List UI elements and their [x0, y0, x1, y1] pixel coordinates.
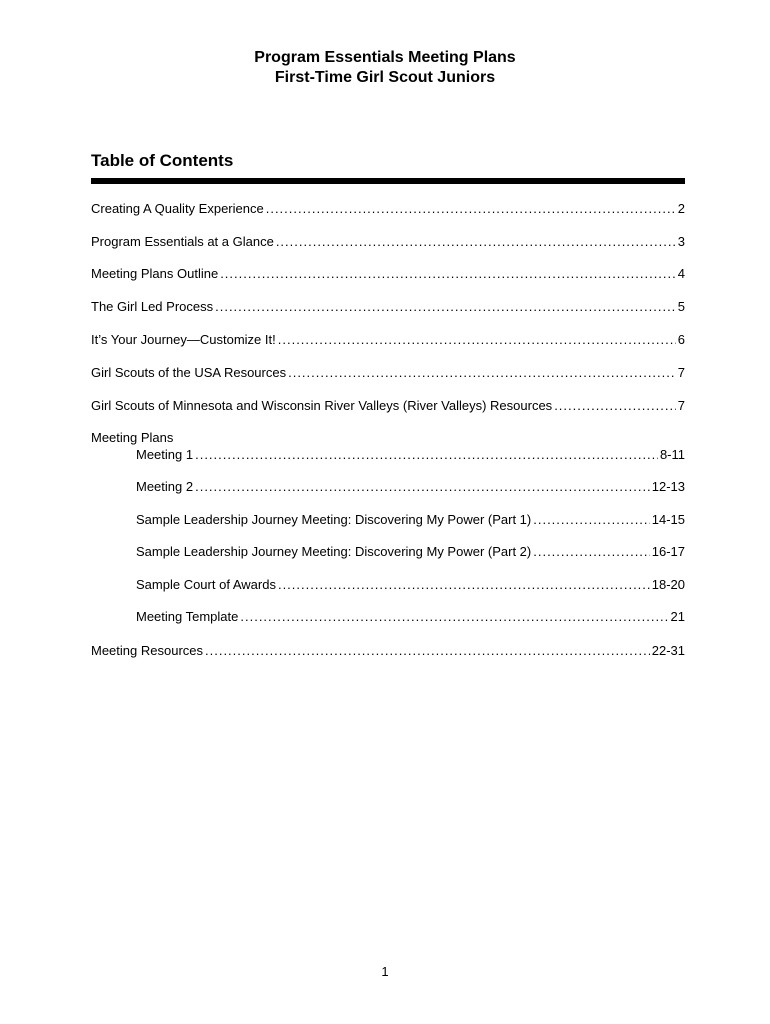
toc-leader-dots: [195, 446, 658, 464]
document-title: Program Essentials Meeting Plans: [254, 49, 516, 66]
toc-leader-dots: [205, 642, 650, 660]
toc-leader-dots: [220, 265, 676, 283]
toc-entry: [91, 397, 685, 415]
toc-subentry: [136, 511, 685, 529]
toc-entry-page: 6: [677, 332, 685, 347]
toc-subentry-label: Meeting 1: [136, 447, 194, 462]
toc-entry-page: 3: [677, 234, 685, 249]
toc-entry-label: Girl Scouts of Minnesota and Wisconsin River Valleys (River Valleys) Resources: [91, 398, 553, 413]
toc-subentry: [136, 478, 685, 496]
toc-subentry-label: Meeting 2: [136, 479, 194, 494]
toc-subentry-label: Meeting Template: [136, 609, 239, 624]
toc-entry-label: Meeting Resources: [91, 643, 203, 658]
toc-subentry-page: 21: [670, 609, 685, 624]
toc-leader-dots: [276, 233, 676, 251]
toc-leader-dots: [278, 576, 650, 594]
toc-subentry-label: Sample Court of Awards: [136, 577, 276, 592]
toc-subentry-label: Sample Leadership Journey Meeting: Discovering My Power (Part 2): [136, 544, 532, 559]
toc-leader-dots: [288, 364, 676, 382]
toc-section-label-meeting-plans: Meeting Plans: [91, 430, 174, 445]
toc-leader-dots: [240, 608, 668, 626]
toc-leader-dots: [533, 511, 650, 529]
toc-subentry-page: 14-15: [651, 512, 685, 527]
toc-entry: [91, 331, 685, 349]
toc-entry: [91, 364, 685, 382]
toc-subentry-page: 12-13: [651, 479, 685, 494]
toc-subentry-label: Sample Leadership Journey Meeting: Discovering My Power (Part 1): [136, 512, 532, 527]
toc-leader-dots: [195, 478, 650, 496]
toc-entry-page: 4: [677, 266, 685, 281]
toc-entry-label: Meeting Plans Outline: [91, 266, 219, 281]
toc-leader-dots: [533, 543, 650, 561]
toc-leader-dots: [554, 397, 676, 415]
toc-entry: [91, 642, 685, 660]
toc-subentry-page: 8-11: [659, 447, 685, 462]
toc-subentry-page: 16-17: [651, 544, 685, 559]
toc-heading: Table of Contents: [91, 151, 234, 170]
toc-entry-label: The Girl Led Process: [91, 299, 214, 314]
toc-subentry: [136, 608, 685, 626]
toc-entry-label: Girl Scouts of the USA Resources: [91, 365, 287, 380]
toc-entry-label: Program Essentials at a Glance: [91, 234, 274, 249]
document-subtitle: First-Time Girl Scout Juniors: [274, 69, 496, 86]
toc-entry-page: 2: [677, 201, 685, 216]
toc-leader-dots: [278, 331, 676, 349]
toc-entry-page: 7: [677, 398, 685, 413]
toc-entry-label: Creating A Quality Experience: [91, 201, 264, 216]
toc-subentry: [136, 543, 685, 561]
toc-entry: [91, 233, 685, 251]
toc-entry: [91, 265, 685, 283]
toc-leader-dots: [215, 298, 676, 316]
toc-subentry: [136, 446, 685, 464]
toc-subentry-page: 18-20: [651, 577, 685, 592]
toc-entry: [91, 200, 685, 218]
page-number: 1: [381, 964, 389, 979]
toc-entry: [91, 298, 685, 316]
toc-subentry: [136, 576, 685, 594]
toc-entry-page: 22-31: [651, 643, 685, 658]
toc-entry-page: 5: [677, 299, 685, 314]
toc-entry-label: It’s Your Journey—Customize It!: [91, 332, 276, 347]
toc-leader-dots: [266, 200, 676, 218]
toc-entry-page: 7: [677, 365, 685, 380]
